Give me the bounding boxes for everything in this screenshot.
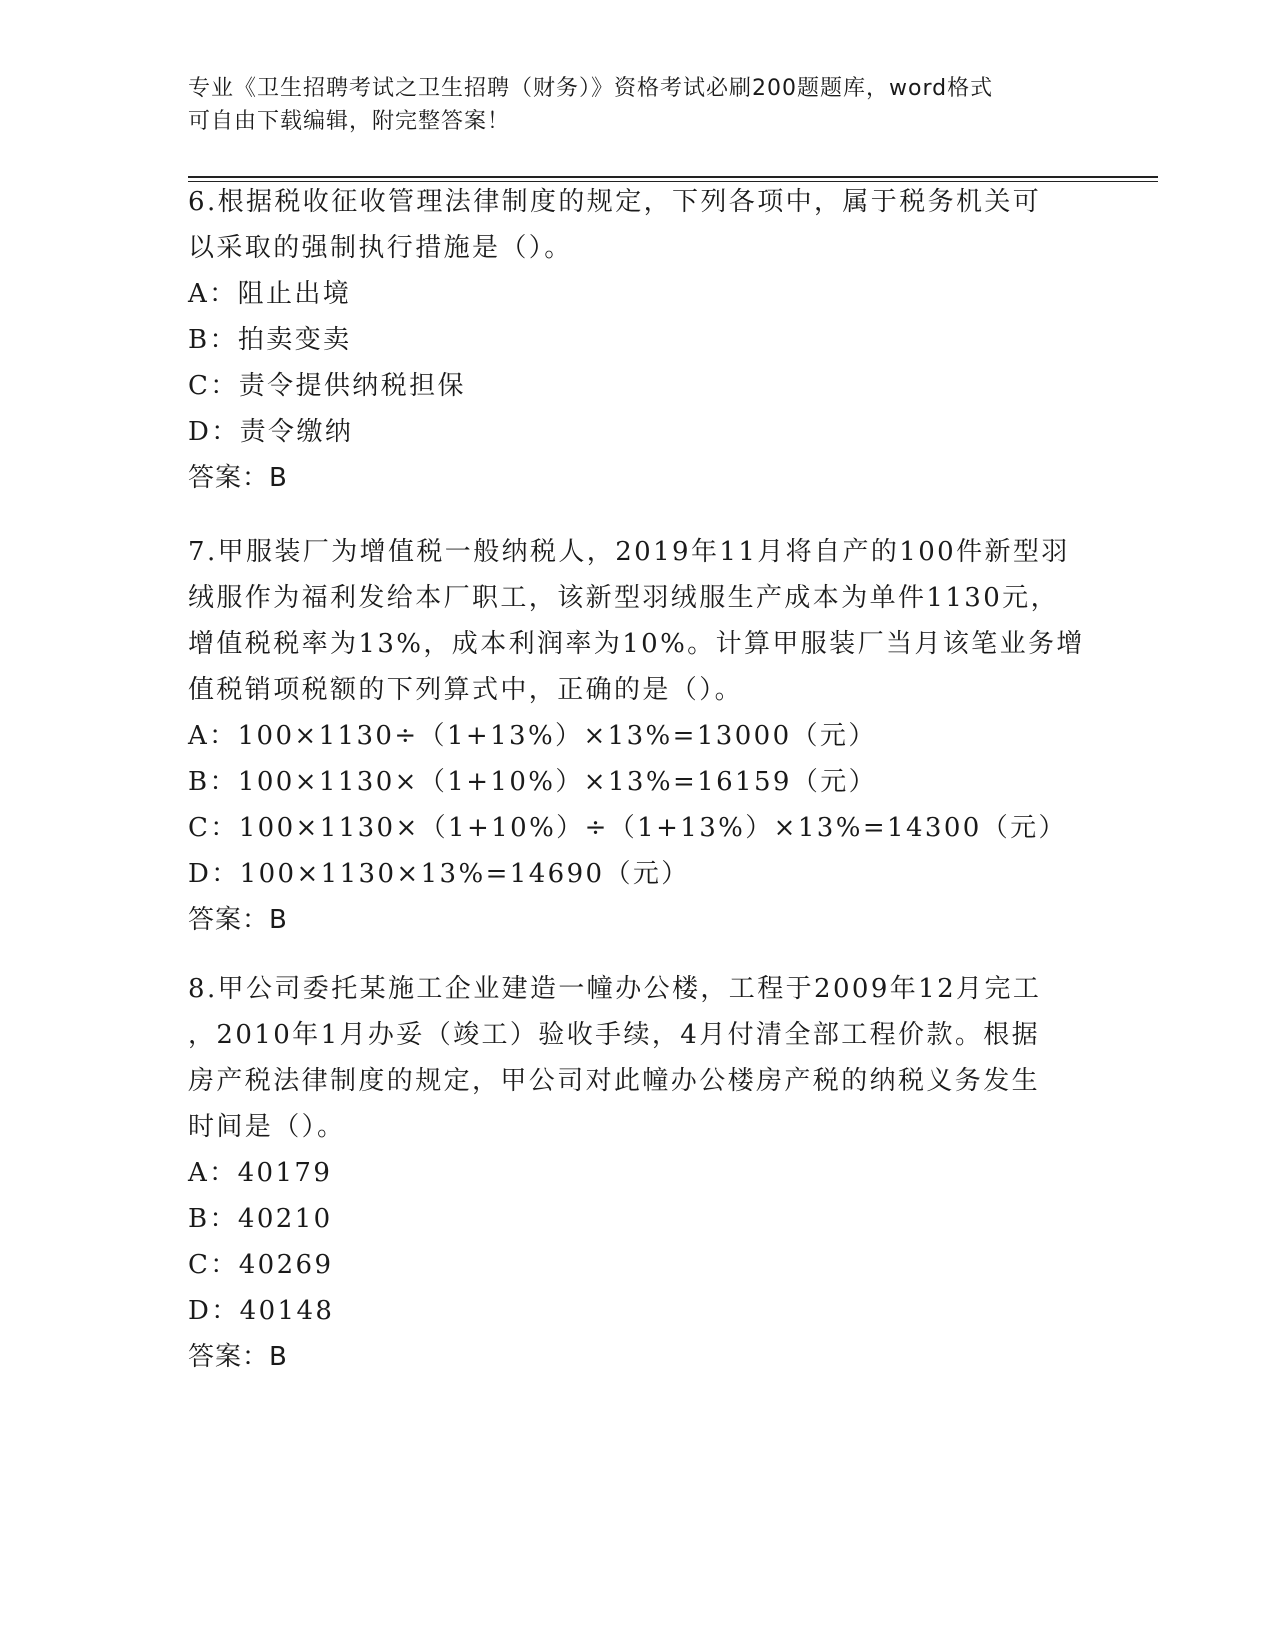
question-stem-line: 值税销项税额的下列算式中，正确的是（）。: [188, 675, 744, 705]
option-c: C：40269: [188, 1250, 334, 1280]
option-a: A：100×1130÷（1+13%）×13%=13000（元）: [188, 721, 877, 751]
option-d: D：责令缴纳: [188, 417, 354, 447]
question-stem-line: 增值税税率为13%，成本利润率为10%。计算甲服装厂当月该笔业务增: [188, 629, 1085, 659]
header-divider-thick: [188, 176, 1158, 178]
answer-line: 答案：B: [188, 905, 288, 935]
header-line-2: 可自由下载编辑，附完整答案！: [188, 109, 511, 134]
question-stem-line: 7.甲服装厂为增值税一般纳税人，2019年11月将自产的100件新型羽: [188, 537, 1070, 567]
option-b: B：100×1130×（1+10%）×13%=16159（元）: [188, 767, 878, 797]
option-b: B：40210: [188, 1204, 333, 1234]
option-d: D：100×1130×13%=14690（元）: [188, 859, 690, 889]
question-stem-line: 8.甲公司委托某施工企业建造一幢办公楼，工程于2009年12月完工: [188, 974, 1042, 1004]
question-7: [188, 529, 1088, 943]
answer-line: 答案：B: [188, 1342, 288, 1372]
question-stem-line: 6.根据税收征收管理法律制度的规定，下列各项中，属于税务机关可: [188, 187, 1042, 217]
option-b: B：拍卖变卖: [188, 325, 352, 355]
question-stem-line: 绒服作为福利发给本厂职工，该新型羽绒服生产成本为单件1130元，: [188, 583, 1059, 613]
question-8: [188, 966, 1088, 1380]
document-header: [188, 72, 1088, 138]
answer-line: 答案：B: [188, 463, 288, 493]
header-line-1: 专业《卫生招聘考试之卫生招聘（财务）》资格考试必刷200题题库，word格式: [188, 76, 994, 101]
question-6: [188, 179, 1088, 501]
question-stem-line: 房产税法律制度的规定，甲公司对此幢办公楼房产税的纳税义务发生: [188, 1066, 1041, 1096]
question-stem-line: ，2010年1月办妥（竣工）验收手续，4月付清全部工程价款。根据: [188, 1020, 1041, 1050]
question-stem-line: 以采取的强制执行措施是（）。: [188, 233, 573, 263]
option-c: C：责令提供纳税担保: [188, 371, 466, 401]
option-a: A：40179: [188, 1158, 333, 1188]
option-c: C：100×1130×（1+10%）÷（1+13%）×13%=14300（元）: [188, 813, 1067, 843]
question-stem-line: 时间是（）。: [188, 1112, 346, 1142]
option-d: D：40148: [188, 1296, 335, 1326]
option-a: A：阻止出境: [188, 279, 352, 309]
